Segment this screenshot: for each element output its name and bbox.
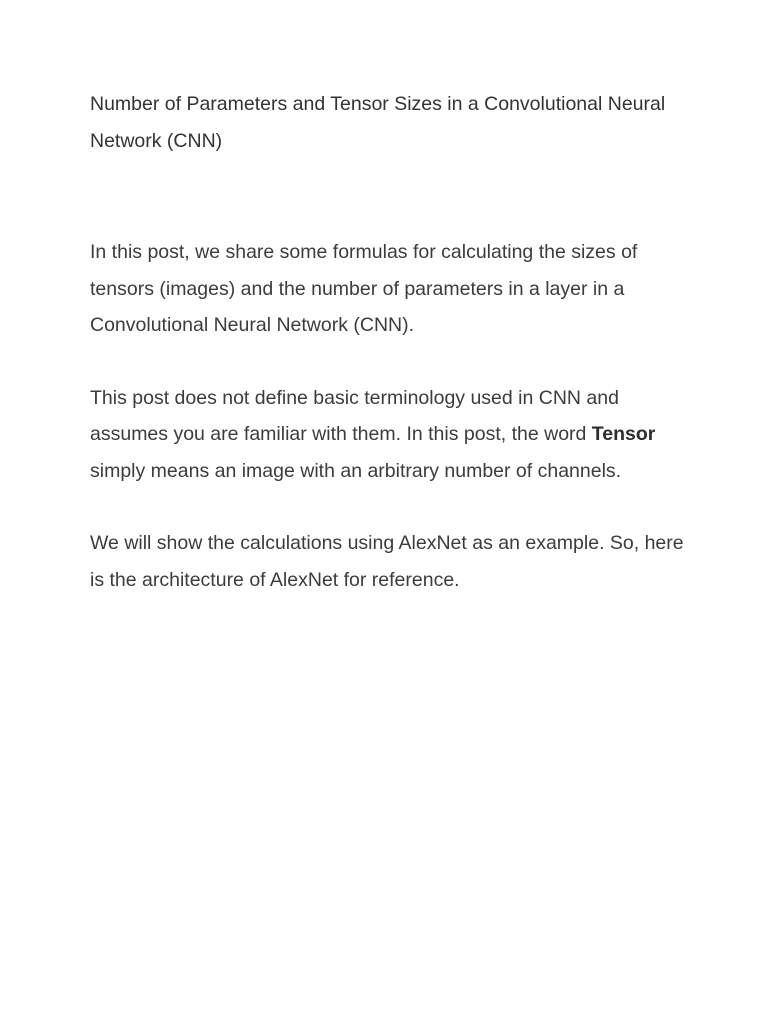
- tensor-term: Tensor: [591, 423, 656, 445]
- article-body: [90, 234, 690, 598]
- article-title: Number of Parameters and Tensor Sizes in a Convolutional Neural Network (CNN): [90, 93, 666, 152]
- document-page: [90, 86, 690, 634]
- paragraph-terminology-start: This post does not define basic terminology used in CNN and assumes you are familiar with them. In this post, the word: [90, 386, 619, 445]
- paragraph-terminology: [90, 380, 690, 490]
- paragraph-terminology-end: simply means an image with an arbitrary number of channels.: [90, 459, 622, 482]
- paragraph-intro: In this post, we share some formulas for calculating the sizes of tensors (images) and the number of parameters in a layer in a Convolutional Neural Network (CNN).: [90, 241, 638, 336]
- paragraph-alexnet: We will show the calculations using AlexNet as an example. So, here is the architecture of AlexNet for reference.: [90, 532, 684, 591]
